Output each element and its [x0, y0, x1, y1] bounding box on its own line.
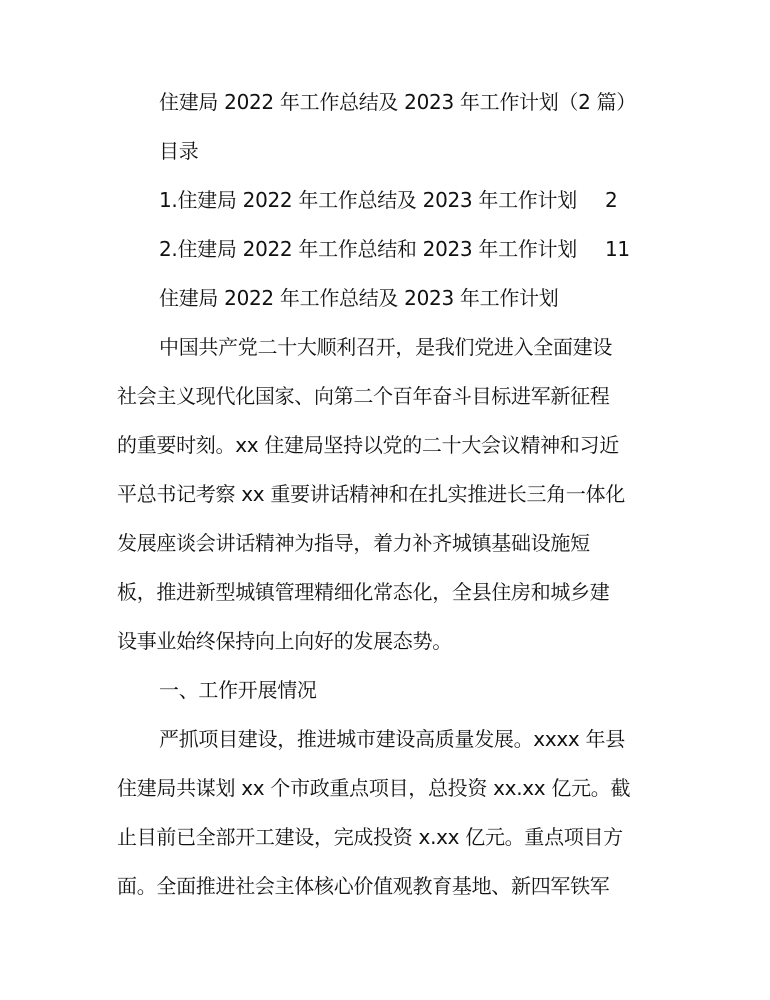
toc-entry-page: 2	[605, 188, 618, 212]
section-heading: 一、工作开展情况	[159, 678, 317, 702]
paragraph-line: 住建局共谋划 xx 个市政重点项目，总投资 xx.xx 亿元。截	[117, 776, 631, 800]
paragraph-line: 板，推进新型城镇管理精细化常态化，全县住房和城乡建	[117, 580, 610, 604]
toc-entry[interactable]	[159, 235, 630, 263]
paragraph-line: 止目前已全部开工建设，完成投资 x.xx 亿元。重点项目方	[117, 825, 623, 849]
toc-entry-page: 11	[605, 237, 630, 261]
toc-entry-label: 2.住建局 2022 年工作总结和 2023 年工作计划	[159, 237, 577, 261]
paragraph-line: 设事业始终保持向上向好的发展态势。	[117, 629, 452, 653]
paragraph-line: 严抓项目建设，推进城市建设高质量发展。xxxx 年县	[159, 727, 625, 751]
toc-heading: 目录	[159, 139, 199, 163]
paragraph-line: 面。全面推进社会主体核心价值观教育基地、新四军铁军	[117, 874, 610, 898]
paragraph-line: 中国共产党二十大顺利召开，是我们党进入全面建设	[159, 335, 613, 359]
paragraph-line: 平总书记考察 xx 重要讲话精神和在扎实推进长三角一体化	[117, 482, 625, 506]
paragraph-line: 的重要时刻。xx 住建局坚持以党的二十大会议精神和习近	[117, 433, 619, 457]
document-title: 住建局 2022 年工作总结及 2023 年工作计划（2 篇）	[159, 90, 637, 114]
article-title: 住建局 2022 年工作总结及 2023 年工作计划	[159, 286, 559, 310]
toc-entry[interactable]	[159, 186, 618, 214]
toc-entry-label: 1.住建局 2022 年工作总结及 2023 年工作计划	[159, 188, 577, 212]
paragraph-line: 社会主义现代化国家、向第二个百年奋斗目标进军新征程	[117, 384, 610, 408]
paragraph-line: 发展座谈会讲话精神为指导，着力补齐城镇基础设施短	[117, 531, 590, 555]
